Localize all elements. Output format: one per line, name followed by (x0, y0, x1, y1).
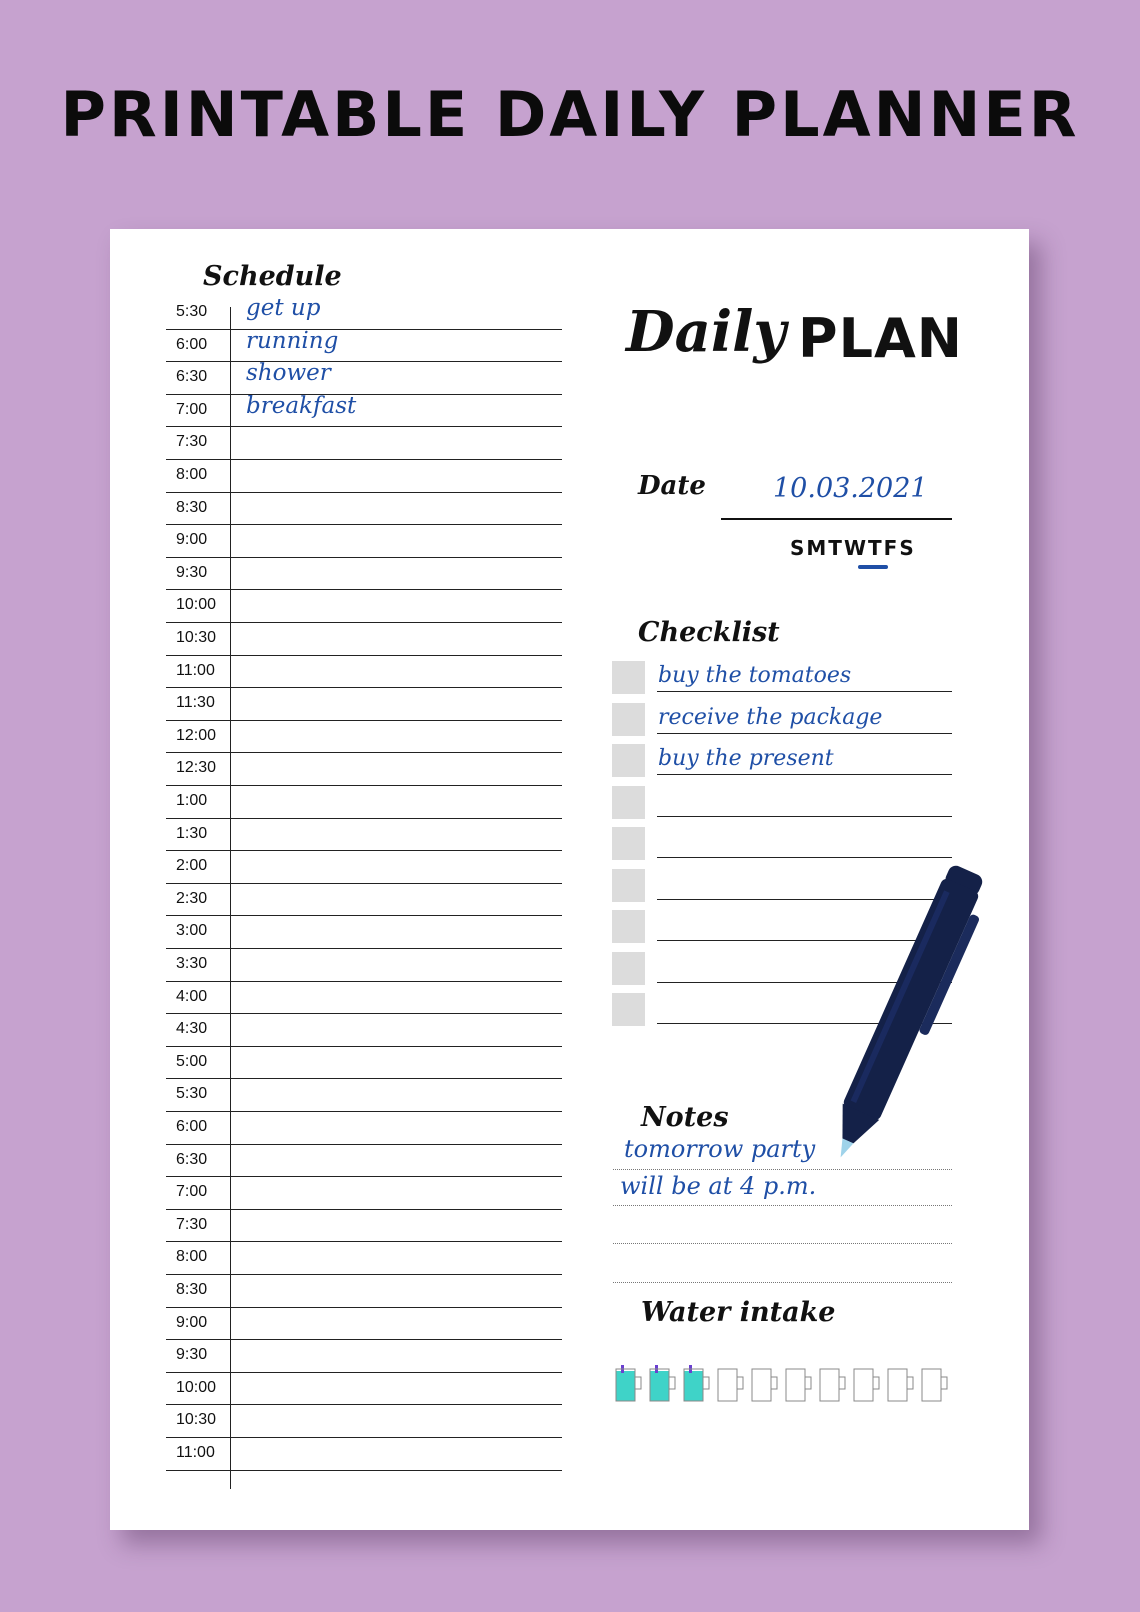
checklist-item[interactable]: buy the present (658, 746, 834, 771)
time-label: 9:00 (176, 531, 208, 549)
schedule-row-line (166, 1111, 562, 1112)
schedule-row-line (166, 818, 562, 819)
time-label: 2:30 (176, 889, 208, 907)
schedule-row-line (166, 1437, 562, 1438)
water-cup-filled-icon[interactable] (647, 1365, 677, 1405)
notes-rule (613, 1282, 952, 1283)
schedule-row-line (166, 1307, 562, 1308)
planner-sheet (110, 229, 1029, 1530)
schedule-row-line (166, 752, 562, 753)
schedule-row-line (166, 1404, 562, 1405)
schedule-row-line (166, 1078, 562, 1079)
time-label: 10:30 (176, 629, 217, 646)
time-label: 9:30 (176, 563, 208, 581)
time-label: 9:30 (176, 1346, 208, 1364)
schedule-row-line (166, 459, 562, 460)
time-label: 5:30 (176, 1085, 208, 1103)
schedule-row-line (166, 426, 562, 427)
water-cup-filled-icon[interactable] (613, 1365, 643, 1405)
time-label: 6:00 (176, 1118, 208, 1135)
water-cup-empty-icon[interactable] (885, 1365, 915, 1405)
schedule-row-line (166, 785, 562, 786)
time-label: 7:00 (176, 1183, 208, 1201)
time-label: 8:00 (176, 1248, 208, 1266)
water-title: Water intake (641, 1297, 836, 1328)
schedule-row-line (166, 948, 562, 949)
notes-line-2[interactable]: will be at 4 p.m. (620, 1172, 817, 1200)
water-cup-empty-icon[interactable] (817, 1365, 847, 1405)
time-label: 12:00 (176, 726, 217, 744)
time-label: 1:00 (176, 792, 208, 809)
time-label: 11:00 (176, 1444, 215, 1461)
schedule-title: Schedule (203, 261, 342, 292)
notes-title: Notes (641, 1102, 729, 1133)
heading-daily: Daily (626, 299, 786, 365)
checkbox[interactable] (612, 661, 645, 694)
date-underline (721, 518, 952, 520)
pen-icon (800, 854, 1000, 1194)
page-title: PRINTABLE DAILY PLANNER (60, 78, 1080, 151)
time-label: 11:00 (176, 661, 215, 679)
time-label: 7:30 (176, 433, 208, 451)
date-value[interactable]: 10.03.2021 (773, 473, 928, 504)
schedule-row-line (166, 1046, 562, 1047)
time-label: 11:30 (176, 694, 215, 712)
water-cup-filled-icon[interactable] (681, 1365, 711, 1405)
schedule-row-line (166, 1339, 562, 1340)
schedule-entry[interactable]: breakfast (246, 392, 357, 419)
schedule-row-line (166, 1176, 562, 1177)
time-label: 2:00 (176, 857, 208, 875)
checklist-item[interactable]: receive the package (658, 704, 883, 730)
checkbox[interactable] (612, 786, 645, 819)
selected-day-marker (858, 565, 888, 569)
time-label: 8:00 (176, 466, 208, 483)
weekday-row: SMTWTFS (790, 536, 916, 560)
checklist-line (657, 816, 952, 817)
schedule-row-line (166, 655, 562, 656)
checklist-line (657, 691, 952, 692)
schedule-row-line (166, 981, 562, 982)
heading-plan: PLAN (798, 307, 963, 370)
schedule-row-line (166, 720, 562, 721)
notes-line-1[interactable]: tomorrow party (624, 1135, 816, 1163)
water-cup-empty-icon[interactable] (715, 1365, 745, 1405)
schedule-row-line (166, 394, 562, 395)
water-cup-empty-icon[interactable] (749, 1365, 779, 1405)
schedule-divider (230, 307, 231, 1489)
time-label: 3:30 (176, 955, 208, 972)
checklist-title: Checklist (638, 617, 780, 648)
time-label: 1:30 (176, 824, 208, 842)
water-cup-empty-icon[interactable] (919, 1365, 949, 1405)
schedule-row-line (166, 1144, 562, 1145)
checkbox[interactable] (612, 744, 645, 777)
time-label: 4:00 (176, 987, 208, 1005)
schedule-row-line (166, 883, 562, 884)
schedule-row-line (166, 1274, 562, 1275)
notes-rule (613, 1243, 952, 1244)
checkbox[interactable] (612, 827, 645, 860)
schedule-row-line (166, 1241, 562, 1242)
checkbox[interactable] (612, 869, 645, 902)
schedule-row-line (166, 557, 562, 558)
time-label: 6:30 (176, 368, 208, 386)
checklist-line (657, 774, 952, 775)
time-label: 6:00 (176, 335, 208, 353)
water-cup-empty-icon[interactable] (851, 1365, 881, 1405)
schedule-entry[interactable]: shower (246, 360, 331, 387)
time-label: 12:30 (176, 759, 217, 777)
schedule-row-line (166, 329, 562, 330)
schedule-row-line (166, 687, 562, 688)
checklist-item[interactable]: buy the tomatoes (658, 663, 852, 688)
time-label: 10:00 (176, 1378, 217, 1396)
schedule-row-line (166, 492, 562, 493)
checklist-line (657, 733, 952, 734)
time-label: 10:00 (176, 596, 217, 614)
time-label: 8:30 (176, 498, 208, 516)
schedule-row-line (166, 915, 562, 916)
time-label: 10:30 (176, 1411, 217, 1429)
checkbox[interactable] (612, 993, 645, 1026)
checkbox[interactable] (612, 910, 645, 943)
time-label: 9:00 (176, 1313, 208, 1331)
water-cup-empty-icon[interactable] (783, 1365, 813, 1405)
schedule-row-line (166, 1372, 562, 1373)
time-label: 7:30 (176, 1215, 208, 1233)
date-label: Date (638, 471, 706, 501)
time-label: 6:30 (176, 1150, 208, 1168)
checkbox[interactable] (612, 703, 645, 736)
time-label: 7:00 (176, 400, 208, 418)
time-label: 3:00 (176, 922, 208, 940)
schedule-row-line (166, 622, 562, 623)
time-label: 8:30 (176, 1281, 208, 1298)
schedule-row-line (166, 361, 562, 362)
schedule-row-line (166, 850, 562, 851)
schedule-entry[interactable]: running (246, 327, 339, 354)
schedule-row-line (166, 589, 562, 590)
schedule-row-line (166, 1209, 562, 1210)
schedule-row-line (166, 524, 562, 525)
schedule-entry[interactable]: get up (246, 295, 321, 321)
schedule-row-line (166, 1470, 562, 1471)
notes-rule (613, 1205, 952, 1206)
time-label: 5:30 (176, 303, 208, 320)
time-label: 5:00 (176, 1052, 208, 1070)
checkbox[interactable] (612, 952, 645, 985)
time-label: 4:30 (176, 1020, 208, 1038)
schedule-row-line (166, 1013, 562, 1014)
